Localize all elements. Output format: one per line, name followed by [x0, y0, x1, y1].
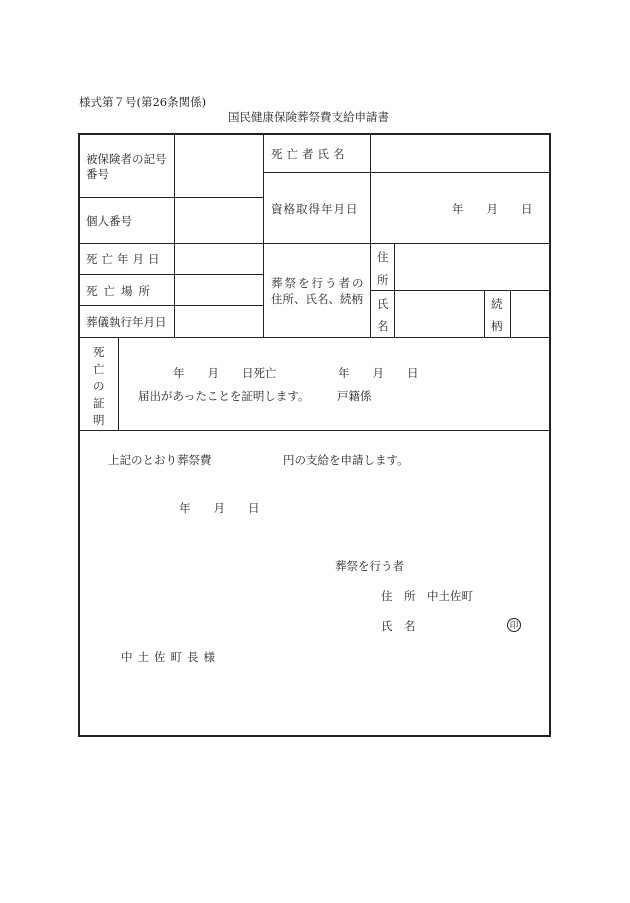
relation-label: 続	[491, 297, 503, 311]
certification-label-char: の	[93, 379, 105, 393]
grid-line	[78, 243, 551, 244]
form-number: 様式第７号(第26条関係)	[79, 95, 207, 109]
grid-line	[263, 172, 551, 173]
addressee: 中土佐町長様	[121, 650, 220, 664]
form-frame	[78, 133, 551, 737]
certification-label-char: 証	[93, 396, 105, 410]
name-label: 氏	[377, 297, 389, 311]
qualification-date-label: 資格取得年月日	[271, 202, 359, 216]
organizer-label: 葬祭を行う者の	[271, 276, 366, 290]
insured-number-label-2: 番号	[86, 167, 109, 181]
address-label: 住	[377, 250, 389, 264]
grid-line	[78, 337, 551, 338]
personal-number-label: 個人番号	[86, 214, 132, 228]
grid-line	[510, 290, 511, 337]
grid-line	[394, 243, 395, 337]
grid-line	[263, 133, 264, 337]
certification-text: 届出があったことを証明します。	[138, 389, 310, 403]
relation-label-2: 柄	[491, 319, 503, 333]
death-report-date: 年 月 日死亡	[173, 366, 277, 380]
application-statement: 上記のとおり葬祭費	[108, 453, 212, 467]
grid-line	[78, 197, 263, 198]
grid-line	[78, 274, 263, 275]
address-label-2: 所	[377, 273, 389, 287]
insured-number-label: 被保険者の記号	[86, 152, 167, 166]
grid-line	[174, 133, 175, 337]
report-date: 年 月 日	[338, 366, 419, 380]
certification-label-char: 死	[93, 345, 105, 359]
seal-mark-icon: 印	[507, 618, 521, 632]
form-title: 国民健康保険葬祭費支給申請書	[228, 110, 389, 124]
grid-line	[118, 337, 119, 430]
certification-label-char: 亡	[93, 362, 105, 376]
funeral-date-label: 葬儀執行年月日	[86, 315, 167, 329]
applicant-address-value: 中土佐町	[427, 589, 473, 603]
death-place-label: 死亡場所	[86, 284, 156, 298]
grid-line	[78, 305, 263, 306]
grid-line	[371, 290, 551, 291]
registry-section: 戸籍係	[337, 389, 372, 403]
applicant-address-label: 住 所	[381, 589, 416, 603]
applicant-label: 葬祭を行う者	[335, 559, 404, 573]
deceased-name-label: 死亡者氏名	[271, 147, 349, 161]
application-date: 年 月 日	[179, 501, 260, 515]
organizer-label-2: 住所、氏名、続柄	[271, 292, 363, 306]
death-date-label: 死亡年月日	[86, 252, 164, 266]
grid-line	[484, 290, 485, 337]
certification-label-char: 明	[93, 413, 105, 427]
grid-line	[370, 133, 371, 337]
application-statement-2: 円の支給を申請します。	[283, 453, 409, 467]
name-label-2: 名	[377, 319, 389, 333]
grid-line	[78, 430, 551, 431]
applicant-name-label: 氏 名	[381, 619, 416, 633]
qualification-date-value: 年 月 日	[452, 202, 533, 216]
